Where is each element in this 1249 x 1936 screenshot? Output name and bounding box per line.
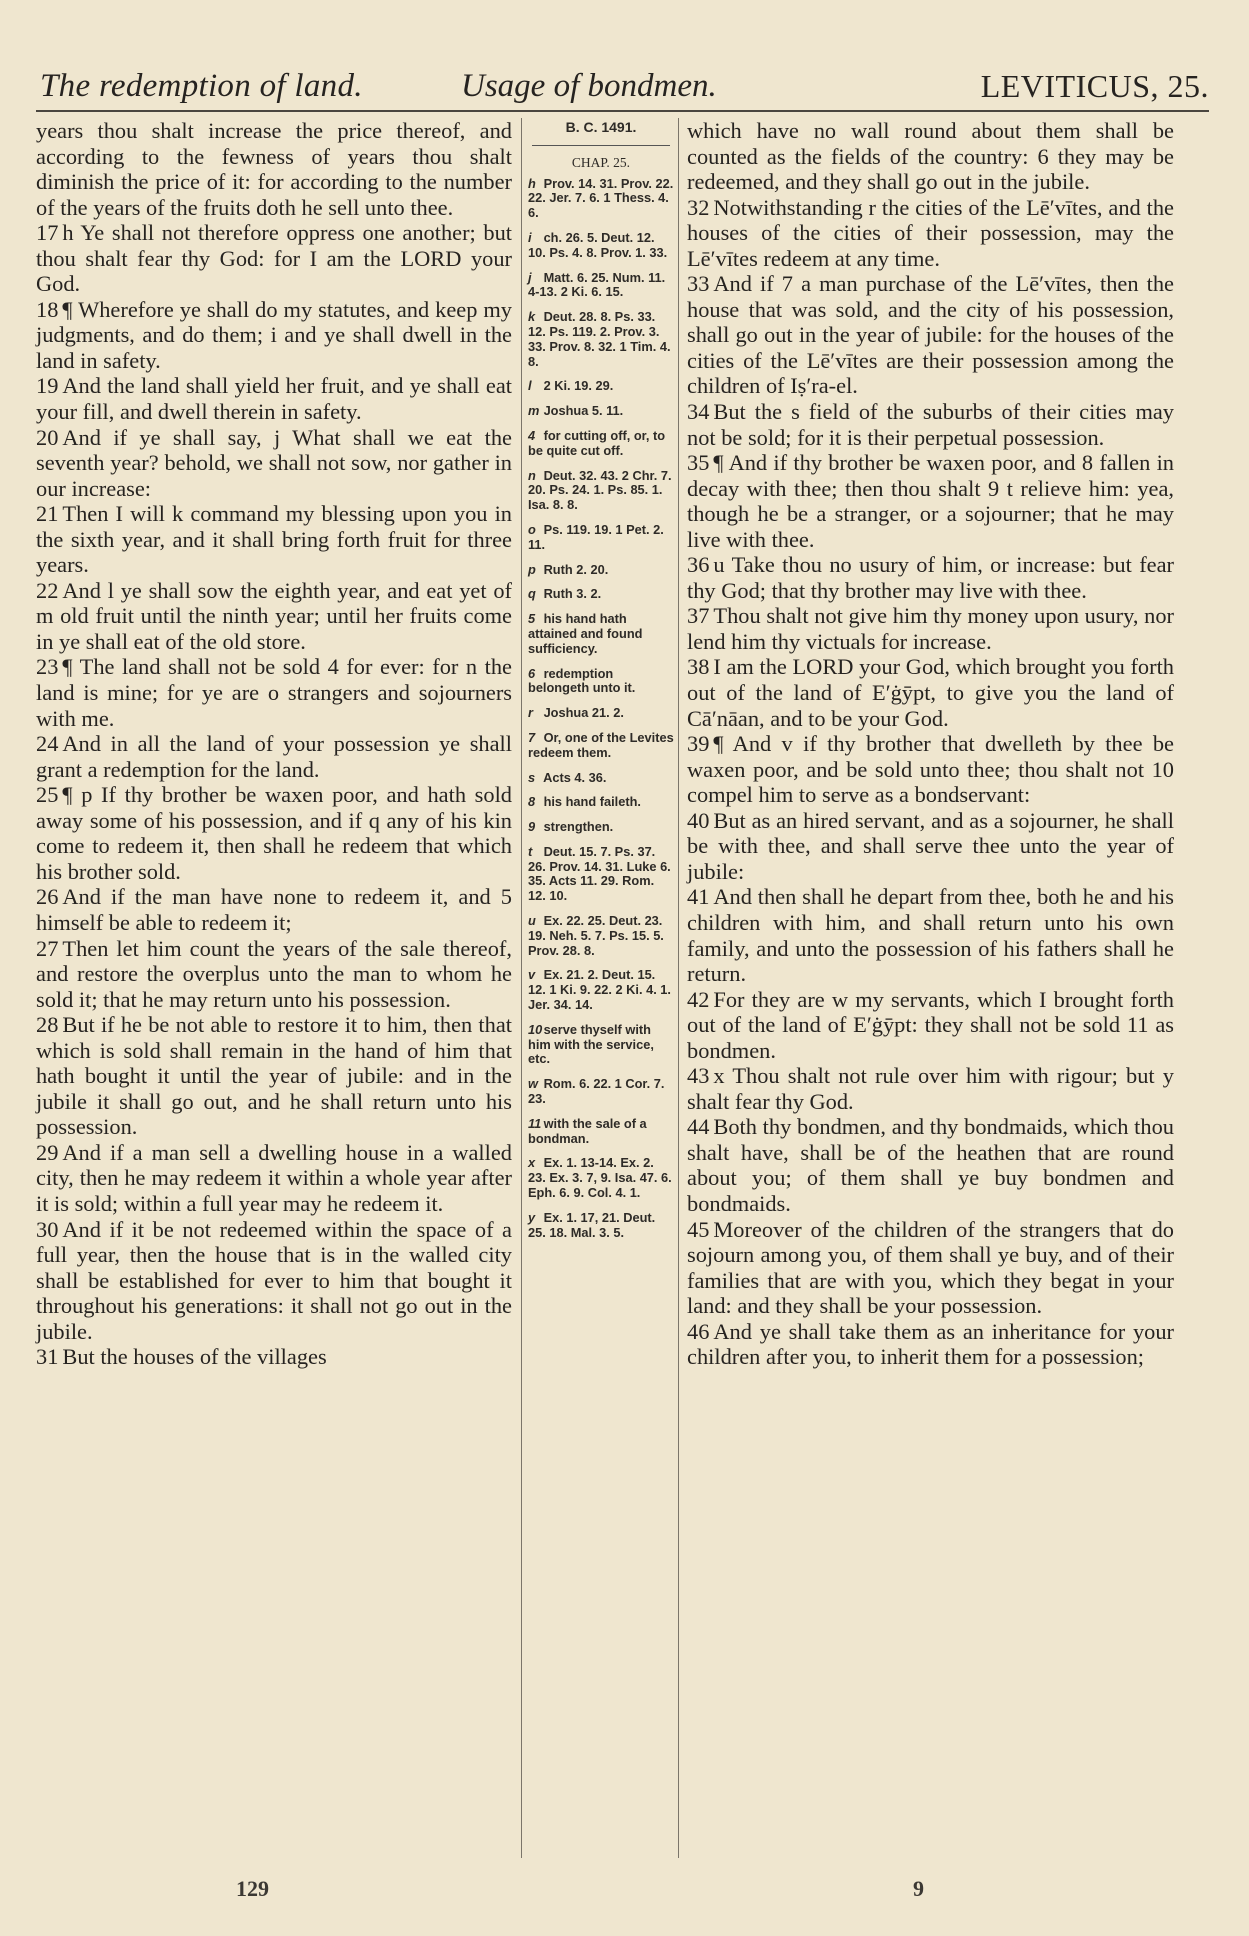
verse (36, 118, 512, 220)
margin-reference (528, 1117, 674, 1147)
reference-text: Prov. 14. 31. Prov. 22. 22. Jer. 7. 6. 1 Thess. 4. 6. (528, 175, 674, 221)
verse-number: 35 (687, 450, 710, 476)
verse (687, 654, 1174, 731)
reference-text: for cutting off, or, to be quite cut off. (528, 427, 666, 458)
header-middle-title: Usage of bondmen. (461, 68, 717, 104)
reference-key: 6 (528, 665, 536, 681)
reference-key: w (528, 1076, 538, 1092)
verse-text: And if ye shall say, j What shall we eat the seventh year? behold, we shall not sow, nor gather in our increase: (36, 424, 512, 501)
verse (36, 936, 512, 1013)
verse-number: 44 (687, 1114, 710, 1140)
verse-text: And if a man sell a dwelling house in a walled city, then he may redeem it within a whole year after it is sold; within a full year may he redeem it. (36, 1139, 512, 1216)
reference-text: Ex. 22. 25. Deut. 23. 19. Neh. 5. 7. Ps. 15. 5. Prov. 28. 8. (528, 913, 664, 958)
reference-text: Ex. 1. 17, 21. Deut. 25. 18. Mal. 3. 5. (528, 1209, 656, 1240)
verse (687, 450, 1174, 552)
margin-reference (528, 612, 674, 656)
verse (687, 271, 1174, 399)
verse-text: which have no wall round about them shall be counted as the fields of the country: 6 they may be redeemed, and they shall go out in the jubile. (687, 118, 1174, 195)
verse-text: And ye shall take them as an inheritance for your children after you, to inherit them for a possession; (687, 1318, 1174, 1370)
margin-reference (528, 706, 674, 721)
margin-reference (528, 731, 674, 761)
verse (36, 731, 512, 782)
verse-number: 40 (687, 807, 710, 833)
right-text-column (687, 118, 1174, 1370)
verse-text: ¶ The land shall not be sold 4 for ever: for n the land is mine; for ye are o strangers and sojourners with me. (36, 654, 512, 731)
verse (36, 1012, 512, 1140)
page-number-left: 129 (236, 1876, 269, 1901)
verse-text: ¶ And if thy brother be waxen poor, and 8 fallen in decay with thee; then thou shalt 9 t relieve him: yea, though he be a stranger, or a sojourner; that he may live with thee. (687, 450, 1174, 552)
verse (36, 654, 512, 731)
verse-text: And if 7 a man purchase of the Lē′vītes, then the house that was sold, and the city of his possession, shall go out in the year of jubile: for the houses of the cities of the Lē′vītes are their possession among the children of Iṣ′ra-el. (687, 271, 1174, 399)
verse (687, 808, 1174, 885)
margin-reference (528, 968, 674, 1012)
reference-text: Deut. 28. 8. Ps. 33. 12. Ps. 119. 2. Prov. 3. 33. Prov. 8. 32. 1 Tim. 4. 8. (528, 309, 671, 369)
verse-text: years thou shalt increase the price thereof, and according to the fewness of years thou shalt diminish the price of it: for according to the number of the years of the fruits doth he sell unto thee. (36, 118, 512, 220)
margin-reference (528, 271, 674, 301)
header-left-title: The redemption of land. (40, 68, 363, 104)
verse-number: 18 (36, 296, 59, 322)
verse-number: 26 (36, 884, 59, 910)
margin-reference (528, 404, 674, 419)
reference-text: Acts 4. 36. (543, 769, 607, 785)
verse-text: And in all the land of your possession ye shall grant a redemption for the land. (36, 731, 512, 782)
verse-text: But if he be not able to restore it to him, then that which is sold shall remain in the hand of him that hath bought it until the year of jubile: and in the jubile it shall go out, and he shall return unto his possession. (36, 1012, 512, 1140)
reference-key: t (528, 843, 533, 859)
verse-text: And the land shall yield her fruit, and ye shall eat your fill, and dwell therein in safety. (36, 373, 512, 425)
verse (687, 884, 1174, 986)
margin-reference (528, 845, 674, 904)
reference-key: n (528, 467, 536, 483)
reference-key: o (528, 521, 536, 537)
column-divider-left (521, 118, 522, 1858)
margin-reference (528, 771, 674, 786)
verse (36, 1140, 512, 1217)
verse-text: ¶ p If thy brother be waxen poor, and hath sold away some of his possession, and if q any of his kin come to redeem it, then shall he redeem that which his brother sold. (36, 782, 512, 884)
verse (687, 731, 1174, 808)
margin-reference (528, 1077, 674, 1107)
verse-number: 36 (687, 552, 710, 578)
verse-text: I am the LORD your God, which brought you forth out of the land of E′ġȳpt, to give you the land of Cā′nāan, and to be your God. (687, 654, 1174, 731)
reference-key: 9 (528, 819, 536, 835)
verse-number: 43 (687, 1063, 710, 1089)
reference-text: Joshua 5. 11. (543, 403, 624, 419)
column-divider-right (678, 118, 679, 1858)
verse (36, 501, 512, 578)
reference-text: with the sale of a bondman. (528, 1115, 647, 1146)
verse (687, 118, 1174, 195)
verse-number: 17 (36, 220, 59, 246)
verse-number: 31 (36, 1344, 59, 1370)
margin-reference (528, 563, 674, 578)
verse-number: 21 (36, 501, 59, 527)
verse-text: Notwithstanding r the cities of the Lē′vītes, and the houses of the cities of their possession, may the Lē′vītes redeem at any time. (687, 194, 1174, 271)
verse (687, 1114, 1174, 1216)
margin-reference (528, 1156, 674, 1200)
verse (687, 399, 1174, 450)
reference-text: Ruth 2. 20. (543, 561, 609, 577)
verse-number: 22 (36, 577, 59, 603)
reference-key: 5 (528, 611, 536, 627)
verse (36, 782, 512, 884)
verse-text: But the s field of the suburbs of their cities may not be sold; for it is their perpetual possession. (687, 399, 1174, 450)
verse-number: 42 (687, 986, 710, 1012)
reference-text: his hand hath attained and found sufficiency. (528, 611, 643, 656)
verse-text: But as an hired servant, and as a sojourner, he shall be with thee, and shall serve thee unto the year of jubile: (687, 807, 1174, 884)
verse-text: ¶ Wherefore ye shall do my statutes, and keep my judgments, and do them; i and ye shall dwell in the land in safety. (36, 296, 512, 373)
reference-text: 2 Ki. 19. 29. (543, 378, 614, 394)
verse (36, 578, 512, 655)
verse (36, 373, 512, 424)
verse-text: u Take thou no usury of him, or increase: but fear thy God; that thy brother may live with thee. (687, 552, 1174, 603)
margin-reference (528, 587, 674, 602)
reference-key: r (528, 705, 533, 721)
verse-text: And if it be not redeemed within the space of a full year, then the house that is in the walled city shall be established for ever to him that bought it throughout his generations: it shall not go out in the jubile. (36, 1216, 512, 1344)
reference-key: u (528, 913, 536, 929)
reference-key: 8 (528, 794, 536, 810)
verse-text: Then let him count the years of the sale thereof, and restore the overplus unto the man to whom he sold it; that he may return unto his possession. (36, 935, 512, 1012)
verse-number: 38 (687, 654, 710, 680)
verse-number: 19 (36, 373, 59, 399)
verse-text: h Ye shall not therefore oppress one another; but thou shalt fear thy God: for I am the LORD your God. (36, 220, 512, 297)
margin-reference (528, 1211, 674, 1241)
verse (687, 552, 1174, 603)
reference-text: redemption belongeth unto it. (528, 665, 636, 696)
verse-number: 27 (36, 935, 59, 961)
verse-text: Thou shalt not give him thy money upon usury, nor lend him thy victuals for increase. (687, 603, 1174, 654)
reference-key: j (528, 269, 532, 285)
verse (687, 195, 1174, 272)
verse-text: x Thou shalt not rule over him with rigour; but y shalt fear thy God. (687, 1063, 1174, 1114)
verse (687, 1319, 1174, 1370)
reference-text: Matt. 6. 25. Num. 11. 4-13. 2 Ki. 6. 15. (528, 269, 666, 300)
reference-key: h (528, 175, 536, 191)
verse-text: ¶ And v if thy brother that dwelleth by thee be waxen poor, and be sold unto thee; thou shalt not 10 compel him to serve as a bondservant: (687, 731, 1174, 808)
reference-key: 7 (528, 729, 536, 745)
running-header (36, 62, 1209, 112)
reference-key: s (528, 769, 536, 785)
reference-text: ch. 26. 5. Deut. 12. 10. Ps. 4. 8. Prov. 1. 33. (528, 229, 668, 260)
reference-text: Deut. 32. 43. 2 Chr. 7. 20. Ps. 24. 1. Ps. 85. 1. Isa. 8. 8. (528, 467, 672, 513)
verse-text: Both thy bondmen, and thy bondmaids, which thou shalt have, shall be of the heathen that are round about you; of them shall ye buy bondmen and bondmaids. (687, 1114, 1174, 1216)
verse-number: 24 (36, 731, 59, 757)
reference-key: p (528, 561, 536, 577)
margin-date: B. C. 1491. (565, 119, 637, 135)
reference-text: strengthen. (543, 819, 614, 835)
verse (36, 425, 512, 502)
margin-reference (528, 469, 674, 513)
verse-number: 39 (687, 731, 710, 757)
reference-text: Deut. 15. 7. Ps. 37. 26. Prov. 14. 31. Luke 6. 35. Acts 11. 29. Rom. 12. 10. (528, 843, 671, 904)
verse-number: 20 (36, 424, 59, 450)
verse (687, 1063, 1174, 1114)
verse-number: 37 (687, 603, 710, 629)
left-text-column (36, 118, 512, 1370)
reference-text: Ruth 3. 2. (543, 586, 602, 602)
margin-reference (528, 1023, 674, 1067)
verse-text: For they are w my servants, which I brought forth out of the land of E′ġȳpt: they shall not be sold 11 as bondmen. (687, 986, 1174, 1063)
verse-number: 28 (36, 1012, 59, 1038)
center-reference-margin (528, 120, 674, 1250)
verse-text: Moreover of the children of the strangers that do sojourn among you, of them shall ye buy, and of their families that are with you, which they begat in your land: and they shall be your possession. (687, 1216, 1174, 1319)
verse-number: 41 (687, 884, 710, 910)
verse-number: 33 (687, 271, 710, 297)
reference-key: i (528, 229, 532, 245)
margin-reference (528, 429, 674, 459)
reference-key: v (528, 967, 536, 983)
margin-reference (528, 914, 674, 958)
reference-key: k (528, 309, 536, 325)
verse-number: 34 (687, 399, 710, 425)
reference-key: y (528, 1209, 536, 1225)
verse-text: And l ye shall sow the eighth year, and eat yet of m old fruit until the ninth year; until her fruits come in ye shall eat of the old store. (36, 577, 512, 654)
margin-reference (528, 795, 674, 810)
margin-reference (528, 177, 674, 221)
verse-number: 30 (36, 1216, 59, 1242)
reference-key: l (528, 378, 532, 394)
margin-reference (528, 231, 674, 261)
margin-reference (528, 820, 674, 835)
verse-number: 45 (687, 1216, 710, 1242)
verse-number: 32 (687, 194, 710, 220)
header-book-chapter: LEVITICUS, 25. (980, 68, 1209, 104)
reference-key: q (528, 586, 536, 602)
verse-text: And then shall he depart from thee, both he and his children with him, and shall return unto his own family, and unto the possession of his fathers shall he return. (687, 884, 1174, 987)
reference-text: his hand faileth. (543, 794, 641, 810)
verse (36, 220, 512, 297)
reference-text: Ex. 21. 2. Deut. 15. 12. 1 Ki. 9. 22. 2 Ki. 4. 1. Jer. 34. 14. (528, 967, 671, 1013)
verse-text: And if the man have none to redeem it, and 5 himself be able to redeem it; (36, 884, 512, 935)
verse-number: 23 (36, 654, 59, 680)
verse (687, 1217, 1174, 1319)
margin-reference (528, 667, 674, 697)
verse (687, 603, 1174, 654)
margin-reference (528, 523, 674, 553)
reference-text: Ex. 1. 13-14. Ex. 2. 23. Ex. 3. 7, 9. Isa. 47. 6. Eph. 6. 9. Col. 4. 1. (528, 1155, 672, 1201)
reference-text: Rom. 6. 22. 1 Cor. 7. 23. (528, 1076, 665, 1107)
reference-key: m (528, 403, 540, 419)
verse-text: Then I will k command my blessing upon you in the sixth year, and it shall bring forth fruit for three years. (36, 501, 512, 578)
reference-text: Ps. 119. 19. 1 Pet. 2. 11. (528, 521, 664, 552)
verse (36, 884, 512, 935)
verse (36, 297, 512, 374)
reference-text: Joshua 21. 2. (543, 705, 624, 721)
reference-key: x (528, 1155, 536, 1171)
reference-text: Or, one of the Levites redeem them. (528, 729, 674, 760)
verse (36, 1217, 512, 1345)
verse-number: 25 (36, 782, 59, 808)
margin-reference (528, 310, 674, 369)
reference-key: 11 (528, 1115, 542, 1131)
verse-number: 29 (36, 1139, 59, 1165)
verse (36, 1344, 512, 1370)
margin-chapter: CHAP. 25. (532, 145, 670, 171)
reference-text: serve thyself with him with the service, etc. (528, 1021, 654, 1067)
signature-mark: 9 (913, 1876, 924, 1901)
verse (687, 987, 1174, 1064)
reference-key: 4 (528, 427, 536, 443)
margin-reference (528, 379, 674, 394)
reference-key: 10 (528, 1021, 543, 1037)
verse-text: But the houses of the villages (62, 1344, 327, 1370)
verse-number: 46 (687, 1318, 710, 1344)
